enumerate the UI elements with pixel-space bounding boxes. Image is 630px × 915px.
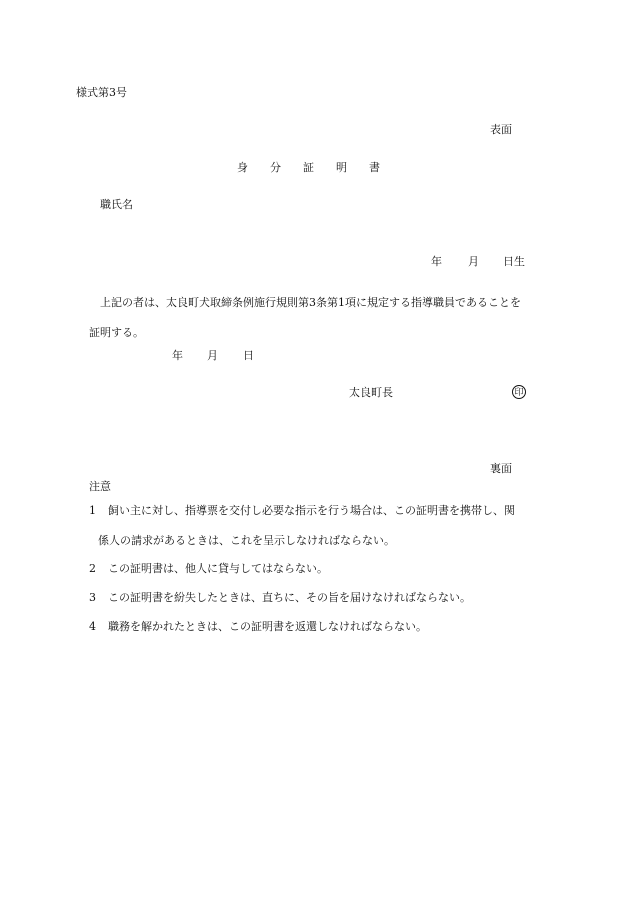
front-side-label: 表面 [490,123,512,136]
note-number: 4 [89,620,96,633]
statement-line-1: 上記の者は、太良町犬取締条例施行規則第3条第1項に規定する指導職員であることを [100,296,521,309]
title-char: 分 [270,161,281,174]
issuer-name: 太良町長 [349,386,393,399]
note-number: 2 [89,562,96,575]
birth-year-label: 年 [431,255,442,268]
name-label: 職氏名 [100,198,133,211]
note-text: この証明書を紛失したときは、直ちに、その旨を届けなければならない。 [108,591,471,604]
seal-mark: 印 [512,385,526,399]
title-char: 証 [303,161,314,174]
note-number: 1 [89,504,96,517]
issue-year-label: 年 [172,349,183,362]
issue-month-label: 月 [207,349,218,362]
note-text: 飼い主に対し、指導票を交付し必要な指示を行う場合は、この証明書を携帯し、関 [108,504,515,517]
note-text-continued: 係人の請求があるときは、これを呈示しなければならない。 [98,534,395,547]
form-number: 様式第3号 [76,86,127,99]
title-char: 身 [237,161,248,174]
statement-line-2: 証明する。 [89,326,144,339]
birth-month-label: 月 [468,255,479,268]
certificate-title [237,161,402,175]
back-side-label: 裏面 [490,462,512,475]
title-char: 書 [369,161,380,174]
note-text: 職務を解かれたときは、この証明書を返還しなければならない。 [108,620,427,633]
issue-day-label: 日 [243,349,254,362]
note-number: 3 [89,591,96,604]
title-char: 明 [336,161,347,174]
notes-heading: 注意 [89,480,111,493]
note-text: この証明書は、他人に貸与してはならない。 [108,562,328,575]
birth-day-label: 日生 [503,255,525,268]
